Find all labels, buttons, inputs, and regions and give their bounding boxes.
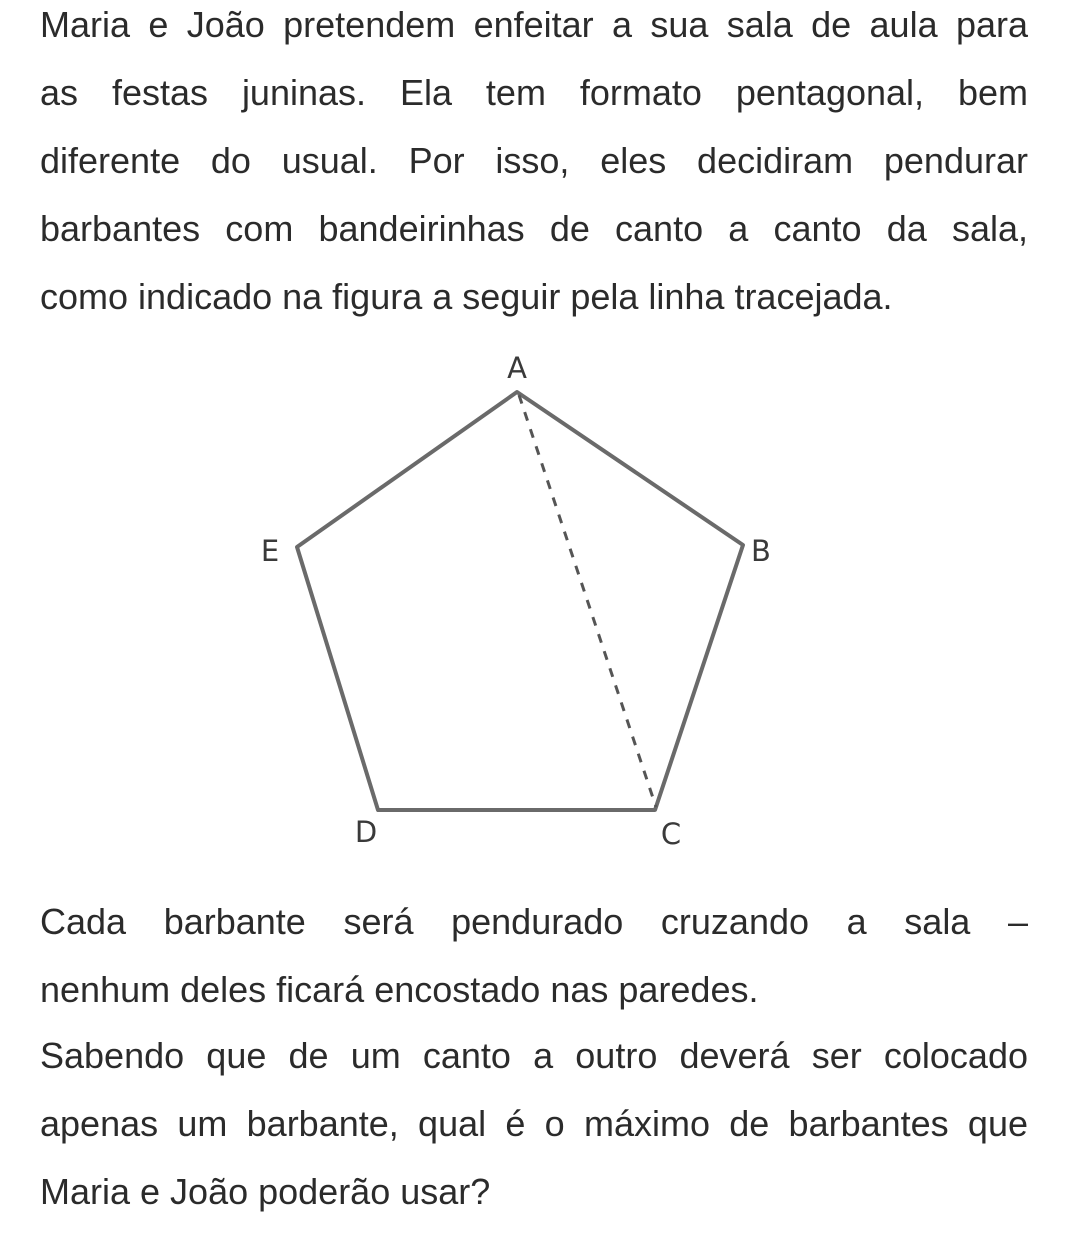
- intro-line: como indicado na figura a seguir pela linha tracejada.: [40, 276, 893, 317]
- question-line: Sabendo que de um canto a outro deverá ser colocado: [40, 1035, 1028, 1076]
- intro-line: diferente do usual. Por isso, eles decidiram pendurar: [40, 140, 1028, 181]
- vertex-label-a: A: [507, 351, 527, 385]
- question-line: apenas um barbante, qual é o máximo de barbantes que: [40, 1103, 1028, 1144]
- intro-paragraph: [40, 0, 1028, 331]
- vertex-label-d: D: [354, 815, 378, 849]
- vertex-label-c: C: [660, 817, 682, 851]
- pentagon-outline: [297, 392, 743, 810]
- question-paragraph: [40, 1022, 1028, 1226]
- pentagon-figure: [0, 340, 1072, 870]
- vertex-label-e: E: [260, 534, 280, 568]
- question-line: Maria e João poderão usar?: [40, 1171, 491, 1212]
- intro-line: barbantes com bandeirinhas de canto a canto da sala,: [40, 208, 1028, 249]
- intro-line: Maria e João pretendem enfeitar a sua sala de aula para: [40, 4, 1028, 45]
- statement-line: nenhum deles ficará encostado nas paredes.: [40, 969, 759, 1010]
- dashed-diagonal-ac: [519, 395, 656, 807]
- statement-paragraph: [40, 888, 1028, 1024]
- intro-line: as festas juninas. Ela tem formato pentagonal, bem: [40, 72, 1028, 113]
- statement-line: Cada barbante será pendurado cruzando a sala –: [40, 901, 1028, 942]
- vertex-label-b: B: [751, 534, 771, 568]
